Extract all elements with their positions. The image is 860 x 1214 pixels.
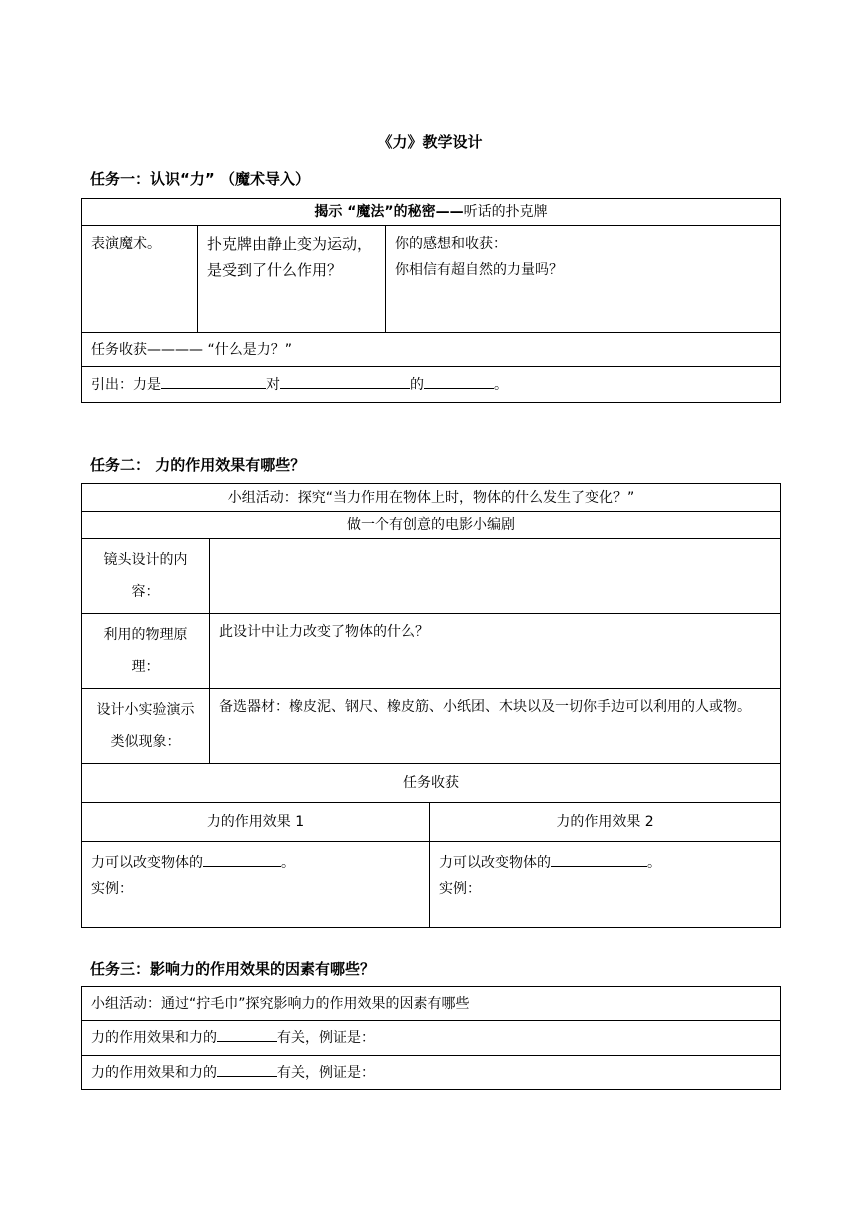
- blank-1[interactable]: [161, 374, 266, 389]
- effect-2-blank[interactable]: [551, 852, 647, 867]
- task2-harvest: 任务收获: [82, 764, 781, 803]
- reflection-line-1: 你的感想和收获：: [395, 236, 507, 252]
- question-cell: 扑克牌由静止变为运动，是受到了什么作用？: [198, 226, 386, 333]
- effect-2-cell: [430, 842, 781, 928]
- task1-lead: [82, 367, 781, 403]
- shot-design-content[interactable]: [210, 539, 781, 614]
- task2-activity: 小组活动：探究“当力作用在物体上时，物体的什么发生了变化？”: [82, 484, 781, 512]
- task1-heading: 任务一：认识“力” （魔术导入）: [90, 170, 310, 188]
- physics-principle-content: 此设计中让力改变了物体的什么？: [210, 614, 781, 689]
- effect-1-cell: [82, 842, 430, 928]
- task3-row-2: [82, 1056, 781, 1090]
- effect-1-blank[interactable]: [203, 852, 281, 867]
- lead-prefix: 引出：力是: [91, 376, 161, 393]
- task1-header-bold: 揭示 “魔法”的秘密——: [314, 204, 464, 220]
- effect-2-period: 。: [647, 855, 661, 871]
- lead-mid-2: 的: [410, 376, 424, 393]
- task2-subtitle: 做一个有创意的电影小编剧: [82, 512, 781, 539]
- task3-row-1-suffix: 有关，例证是：: [277, 1030, 375, 1046]
- task2-heading: 任务二： 力的作用效果有哪些？: [90, 456, 306, 474]
- task1-header-normal: 听话的扑克牌: [463, 204, 548, 220]
- task1-table: [81, 198, 781, 403]
- effect-1-text: 力可以改变物体的: [91, 855, 203, 871]
- task3-row-1: [82, 1021, 781, 1056]
- blank-2[interactable]: [280, 374, 410, 389]
- reflection-cell: [386, 226, 781, 333]
- effect-1-header: 力的作用效果 1: [82, 803, 430, 842]
- shot-design-label: 镜头设计的内容：: [82, 539, 210, 614]
- task3-blank-1[interactable]: [217, 1027, 277, 1042]
- reflection-line-2: 你相信有超自然的力量吗？: [395, 262, 563, 278]
- effect-2-header: 力的作用效果 2: [430, 803, 781, 842]
- task3-row-2-suffix: 有关，例证是：: [277, 1064, 375, 1081]
- example-2: 实例：: [439, 881, 481, 897]
- mini-experiment-content: 备选器材：橡皮泥、钢尺、橡皮筋、小纸团、木块以及一切你手边可以利用的人或物。: [210, 689, 781, 764]
- task3-heading: 任务三：影响力的作用效果的因素有哪些？: [90, 960, 376, 978]
- physics-principle-label: 利用的物理原理：: [82, 614, 210, 689]
- task2-table: [81, 483, 781, 928]
- lead-mid-1: 对: [266, 376, 280, 393]
- effect-1-period: 。: [281, 855, 295, 871]
- task1-header: [82, 199, 781, 226]
- magic-performance-cell: 表演魔术。: [82, 226, 198, 333]
- task1-harvest: 任务收获———— “什么是力？”: [82, 333, 781, 367]
- task3-row-1-prefix: 力的作用效果和力的: [91, 1030, 217, 1046]
- page-title: 《力》教学设计: [377, 133, 483, 151]
- example-1: 实例：: [91, 881, 133, 897]
- task3-blank-2[interactable]: [217, 1062, 277, 1077]
- task3-table: [81, 986, 781, 1090]
- mini-experiment-label: 设计小实验演示类似现象：: [82, 689, 210, 764]
- blank-3[interactable]: [424, 374, 494, 389]
- effect-2-text: 力可以改变物体的: [439, 855, 551, 871]
- task3-activity: 小组活动：通过“拧毛巾”探究影响力的作用效果的因素有哪些: [82, 987, 781, 1021]
- lead-end: 。: [494, 376, 508, 393]
- task3-row-2-prefix: 力的作用效果和力的: [91, 1064, 217, 1081]
